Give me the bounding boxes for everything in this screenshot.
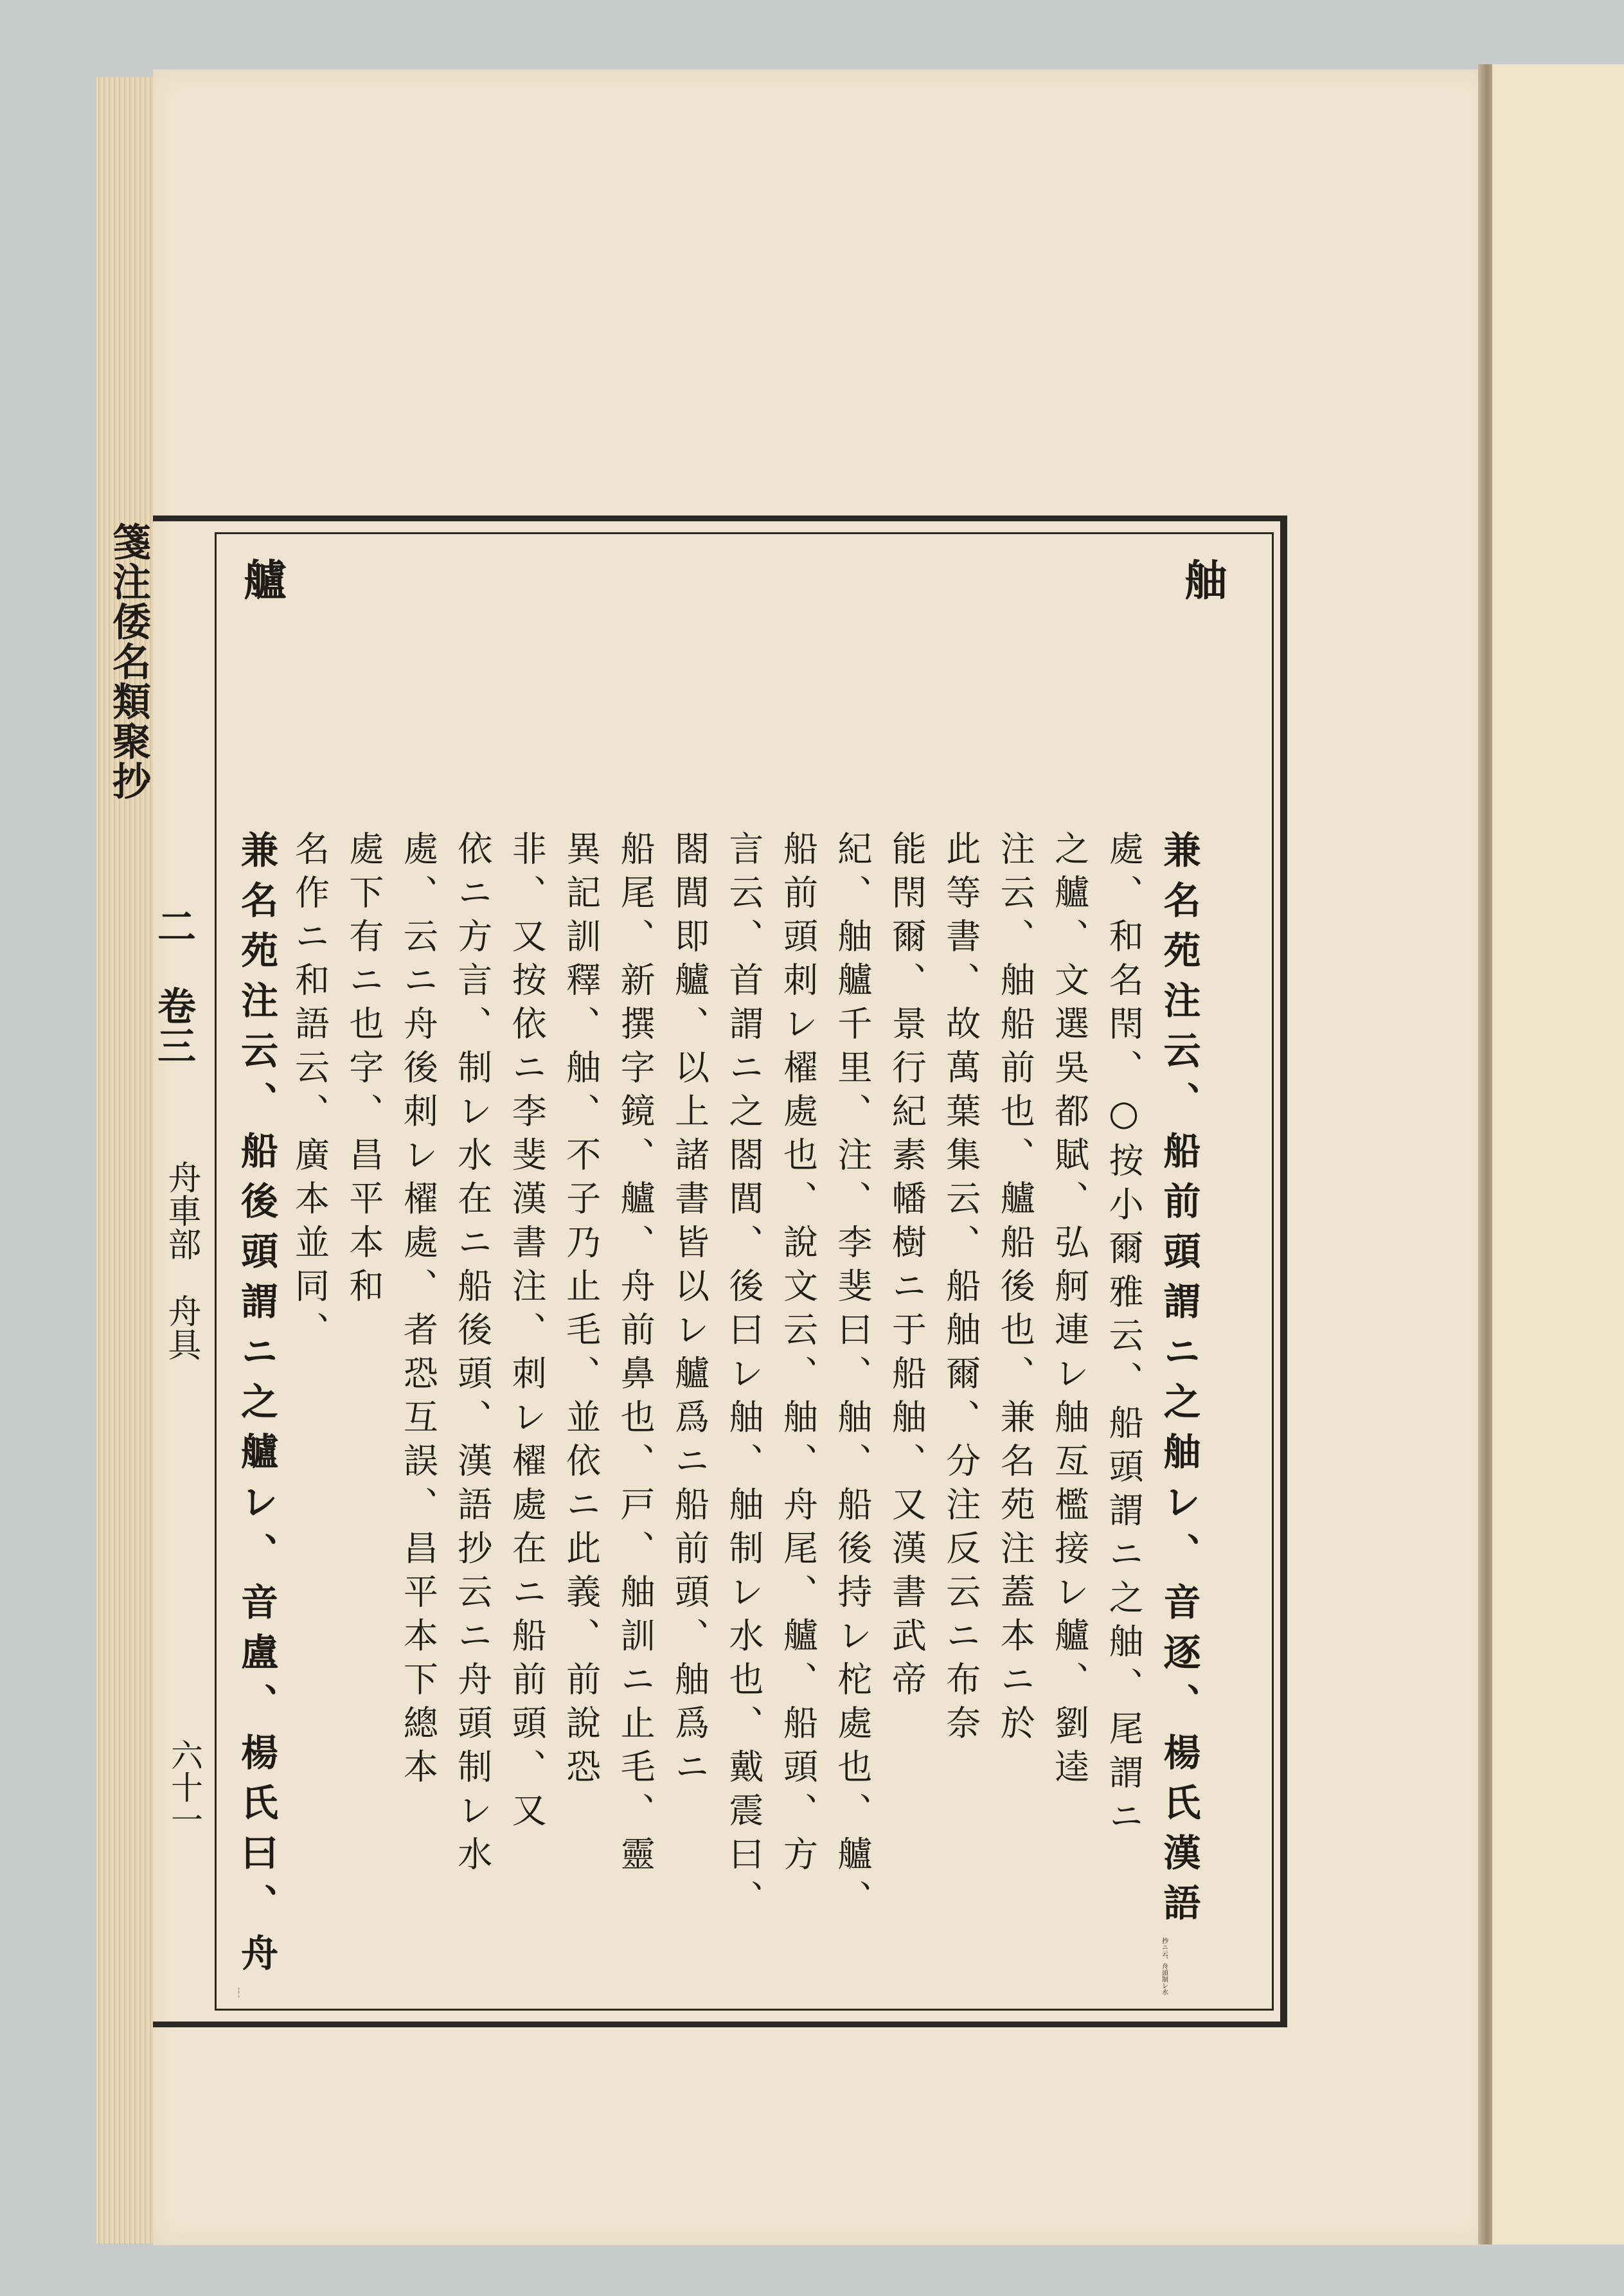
entry-lu-column-1: 後刺レ櫂處、和語 [238, 1987, 239, 1998]
entry-zhu-column-8: 船前頭刺レ櫂處也、說文云、舳、舟尾、艫、船頭、方 [778, 830, 819, 1879]
entry-zhu-column-6: 能閇爾、景行紀素幡樹ニ于船舳、又漢書武帝 [886, 830, 927, 1705]
entry-zhu-column-11: 船尾、新撰字鏡、艫、舟前鼻也、戸、舳訓ニ止毛、靈 [615, 830, 656, 1879]
headword-zhu: 舳 [1177, 558, 1227, 600]
book-page-right [1492, 64, 1624, 2245]
entry-zhu-column-14: 依ニ方言、制レ水在ニ船後頭、漢語抄云ニ舟頭制レ水 [452, 830, 493, 1879]
entry-lu-lead-column: 兼名苑注云、船後頭謂ニ之艫レ、音盧、楊氏曰、舟 [235, 830, 278, 1984]
entry-zhu-lead-column: 兼名苑注云、船前頭謂ニ之舳レ、音逐、楊氏漢語 [1157, 830, 1201, 1933]
book-title: 箋注倭名類聚抄 [106, 522, 151, 801]
entry-zhu-column-2: 處、和名閇、○按小爾雅云、船頭謂ニ之舳、尾謂ニ [1103, 830, 1145, 1842]
headword-lu: 艫 [236, 558, 287, 600]
entry-zhu-column-15: 處、云ニ舟後刺レ櫂處、者恐互誤、昌平本下總本 [398, 830, 439, 1792]
entry-zhu-column-3: 之艫、文選吳都賦、弘舸連レ舳亙檻接レ艫、劉逵 [1049, 830, 1090, 1792]
entry-zhu-column-10: 閤閭即艫、以上諸書皆以レ艫爲ニ船前頭、舳爲ニ [669, 830, 710, 1792]
entry-zhu-column-16: 處下有ニ也字、昌平本和 [343, 830, 384, 1311]
entry-zhu-column-1: 抄ニ云、舟頭制レ水 [1160, 1937, 1168, 1995]
show-through-mark [411, 566, 443, 598]
section-label: 舟車部 舟具 [162, 1160, 201, 1361]
volume-label: 二 卷三 [151, 906, 196, 1066]
page-number: 六十一 [166, 1739, 203, 1835]
entry-zhu-column-4: 注云、舳船前也、艫船後也、兼名苑注蓋本ニ於 [995, 830, 1036, 1748]
entry-zhu-column-17: 名作ニ和語云、廣本並同、 [289, 830, 330, 1355]
entry-zhu-column-7: 紀、舳艫千里、注、李斐曰、舳、船後持レ柁處也、艫、 [832, 830, 873, 1923]
page-edge-stack [96, 77, 157, 2243]
entry-zhu-column-12: 異記訓釋、舳、不子乃止毛、並依ニ此義、前說恐 [560, 830, 602, 1792]
entry-zhu-column-13: 非、又按依ニ李斐漢書注、刺レ櫂處在ニ船前頭、又 [506, 830, 548, 1836]
entry-zhu-column-9: 言云、首謂ニ之閤閭、後曰レ舳、舳制レ水也、戴震曰、 [724, 830, 764, 1923]
entry-zhu-column-5: 此等書、故萬葉集云、船舳爾、分注反云ニ布奈 [940, 830, 981, 1748]
